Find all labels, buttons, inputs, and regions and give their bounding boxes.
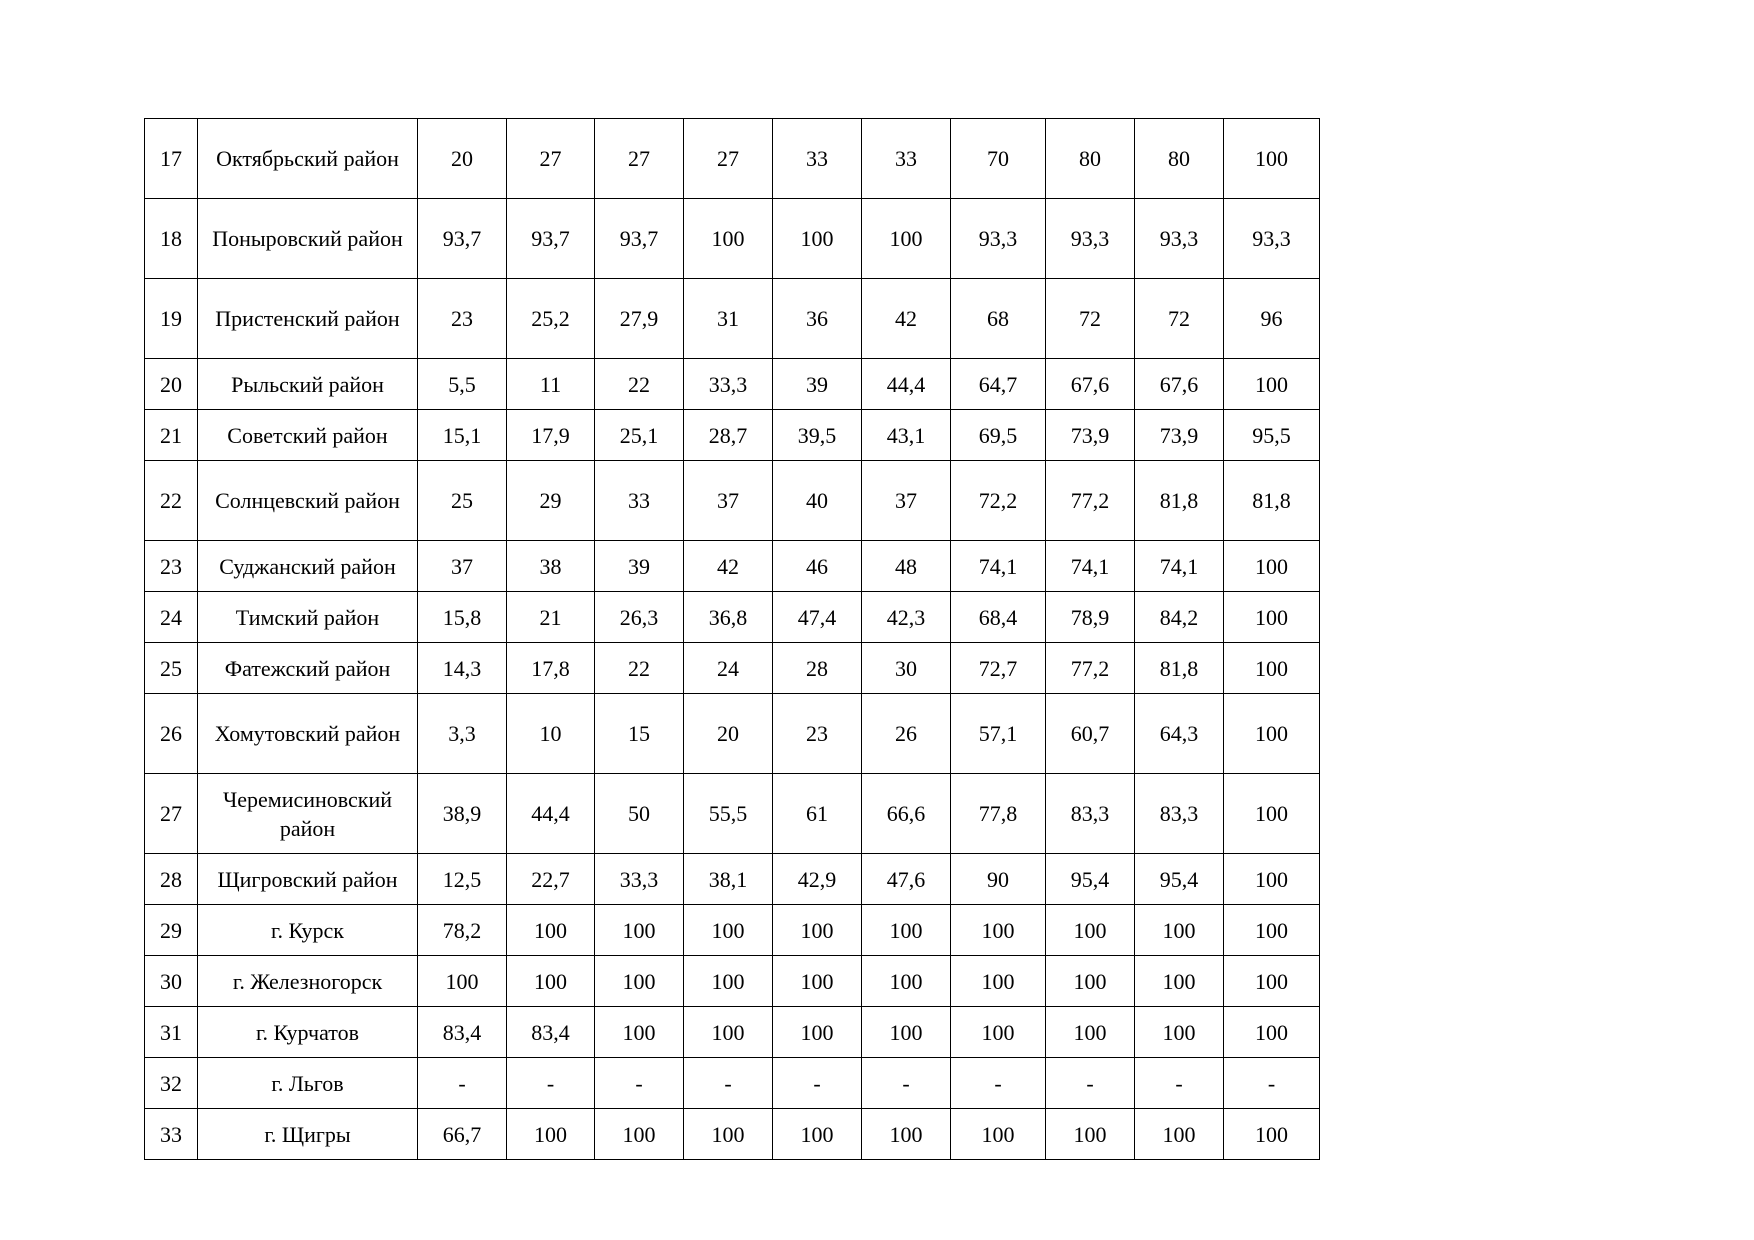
value-cell: 100 (1224, 359, 1320, 410)
value-cell: 100 (773, 1007, 862, 1058)
value-cell: 100 (595, 956, 684, 1007)
value-cell: 27 (507, 119, 595, 199)
value-cell: - (862, 1058, 951, 1109)
value-cell: - (1135, 1058, 1224, 1109)
value-cell: 74,1 (1135, 541, 1224, 592)
district-name-cell: Советский район (198, 410, 418, 461)
value-cell: 39 (595, 541, 684, 592)
value-cell: 73,9 (1135, 410, 1224, 461)
row-number-cell: 19 (145, 279, 198, 359)
value-cell: 100 (595, 1007, 684, 1058)
value-cell: 100 (951, 1109, 1046, 1160)
value-cell: 83,3 (1135, 774, 1224, 854)
value-cell: 27,9 (595, 279, 684, 359)
value-cell: 26 (862, 694, 951, 774)
row-number-cell: 25 (145, 643, 198, 694)
value-cell: 39 (773, 359, 862, 410)
table-row (145, 1109, 1320, 1160)
value-cell: 37 (418, 541, 507, 592)
value-cell: 42,9 (773, 854, 862, 905)
value-cell: 66,6 (862, 774, 951, 854)
value-cell: 100 (773, 905, 862, 956)
value-cell: 95,5 (1224, 410, 1320, 461)
value-cell: 22 (595, 643, 684, 694)
value-cell: 100 (773, 956, 862, 1007)
value-cell: 68 (951, 279, 1046, 359)
value-cell: 64,3 (1135, 694, 1224, 774)
table-row (145, 1007, 1320, 1058)
district-name-cell: Октябрьский район (198, 119, 418, 199)
value-cell: 78,9 (1046, 592, 1135, 643)
value-cell: 80 (1046, 119, 1135, 199)
value-cell: 100 (1135, 1007, 1224, 1058)
value-cell: 77,8 (951, 774, 1046, 854)
value-cell: 21 (507, 592, 595, 643)
district-name-cell: Пристенский район (198, 279, 418, 359)
value-cell: 100 (1224, 119, 1320, 199)
value-cell: 46 (773, 541, 862, 592)
value-cell: 33 (862, 119, 951, 199)
value-cell: 55,5 (684, 774, 773, 854)
value-cell: 100 (684, 199, 773, 279)
value-cell: 93,7 (507, 199, 595, 279)
value-cell: 100 (507, 1109, 595, 1160)
value-cell: 83,4 (418, 1007, 507, 1058)
value-cell: 100 (1224, 1007, 1320, 1058)
value-cell: 77,2 (1046, 461, 1135, 541)
table-row (145, 854, 1320, 905)
value-cell: 100 (1224, 694, 1320, 774)
table-body (145, 119, 1320, 1160)
value-cell: 73,9 (1046, 410, 1135, 461)
district-name-cell: г. Железногорск (198, 956, 418, 1007)
value-cell: 100 (684, 1007, 773, 1058)
value-cell: 100 (951, 905, 1046, 956)
value-cell: 68,4 (951, 592, 1046, 643)
value-cell: 14,3 (418, 643, 507, 694)
value-cell: 100 (684, 956, 773, 1007)
value-cell: 47,4 (773, 592, 862, 643)
value-cell: 36,8 (684, 592, 773, 643)
value-cell: 60,7 (1046, 694, 1135, 774)
value-cell: 50 (595, 774, 684, 854)
value-cell: - (684, 1058, 773, 1109)
district-name-cell: г. Курск (198, 905, 418, 956)
value-cell: 100 (1135, 956, 1224, 1007)
value-cell: 43,1 (862, 410, 951, 461)
row-number-cell: 33 (145, 1109, 198, 1160)
value-cell: 100 (862, 199, 951, 279)
district-name-cell: Суджанский район (198, 541, 418, 592)
value-cell: 12,5 (418, 854, 507, 905)
value-cell: 66,7 (418, 1109, 507, 1160)
value-cell: 3,3 (418, 694, 507, 774)
value-cell: 90 (951, 854, 1046, 905)
row-number-cell: 21 (145, 410, 198, 461)
row-number-cell: 29 (145, 905, 198, 956)
value-cell: - (595, 1058, 684, 1109)
table-row (145, 279, 1320, 359)
value-cell: 72,7 (951, 643, 1046, 694)
value-cell: 74,1 (1046, 541, 1135, 592)
value-cell: 33,3 (595, 854, 684, 905)
district-name-cell: г. Щигры (198, 1109, 418, 1160)
value-cell: 44,4 (862, 359, 951, 410)
table-row (145, 461, 1320, 541)
value-cell: 29 (507, 461, 595, 541)
value-cell: 33 (595, 461, 684, 541)
row-number-cell: 27 (145, 774, 198, 854)
value-cell: 33,3 (684, 359, 773, 410)
row-number-cell: 26 (145, 694, 198, 774)
value-cell: 100 (595, 1109, 684, 1160)
value-cell: 31 (684, 279, 773, 359)
value-cell: 100 (951, 1007, 1046, 1058)
value-cell: 95,4 (1135, 854, 1224, 905)
value-cell: 83,3 (1046, 774, 1135, 854)
district-name-cell: Рыльский район (198, 359, 418, 410)
row-number-cell: 30 (145, 956, 198, 1007)
value-cell: 93,7 (418, 199, 507, 279)
value-cell: 17,9 (507, 410, 595, 461)
value-cell: 11 (507, 359, 595, 410)
table-row (145, 1058, 1320, 1109)
table-row (145, 359, 1320, 410)
value-cell: - (773, 1058, 862, 1109)
table-row (145, 643, 1320, 694)
value-cell: 100 (1046, 905, 1135, 956)
row-number-cell: 31 (145, 1007, 198, 1058)
value-cell: 100 (773, 199, 862, 279)
value-cell: 78,2 (418, 905, 507, 956)
value-cell: 33 (773, 119, 862, 199)
row-number-cell: 18 (145, 199, 198, 279)
value-cell: 100 (1046, 1007, 1135, 1058)
value-cell: 5,5 (418, 359, 507, 410)
value-cell: 67,6 (1135, 359, 1224, 410)
value-cell: 28,7 (684, 410, 773, 461)
table-row (145, 956, 1320, 1007)
value-cell: 26,3 (595, 592, 684, 643)
value-cell: - (507, 1058, 595, 1109)
value-cell: 48 (862, 541, 951, 592)
table-row (145, 592, 1320, 643)
district-name-cell: Хомутовский район (198, 694, 418, 774)
value-cell: 27 (595, 119, 684, 199)
value-cell: 93,7 (595, 199, 684, 279)
value-cell: 20 (684, 694, 773, 774)
row-number-cell: 20 (145, 359, 198, 410)
value-cell: 42 (684, 541, 773, 592)
value-cell: 100 (773, 1109, 862, 1160)
value-cell: 25 (418, 461, 507, 541)
value-cell: 38,9 (418, 774, 507, 854)
row-number-cell: 23 (145, 541, 198, 592)
value-cell: 100 (1224, 956, 1320, 1007)
value-cell: 17,8 (507, 643, 595, 694)
value-cell: 93,3 (1224, 199, 1320, 279)
row-number-cell: 17 (145, 119, 198, 199)
value-cell: 67,6 (1046, 359, 1135, 410)
value-cell: 100 (1046, 956, 1135, 1007)
value-cell: 10 (507, 694, 595, 774)
value-cell: 47,6 (862, 854, 951, 905)
district-name-cell: г. Курчатов (198, 1007, 418, 1058)
value-cell: 38,1 (684, 854, 773, 905)
value-cell: - (1224, 1058, 1320, 1109)
table-row (145, 541, 1320, 592)
value-cell: 100 (862, 956, 951, 1007)
value-cell: 25,1 (595, 410, 684, 461)
value-cell: 74,1 (951, 541, 1046, 592)
value-cell: 23 (773, 694, 862, 774)
value-cell: 27 (684, 119, 773, 199)
value-cell: 100 (862, 905, 951, 956)
table-row (145, 905, 1320, 956)
table-row (145, 410, 1320, 461)
value-cell: 100 (684, 905, 773, 956)
value-cell: 72,2 (951, 461, 1046, 541)
value-cell: 93,3 (1046, 199, 1135, 279)
value-cell: 81,8 (1135, 461, 1224, 541)
value-cell: 30 (862, 643, 951, 694)
value-cell: 100 (1135, 905, 1224, 956)
value-cell: 100 (507, 956, 595, 1007)
table-row (145, 199, 1320, 279)
district-name-cell: Тимский район (198, 592, 418, 643)
district-name-cell: Солнцевский район (198, 461, 418, 541)
value-cell: 100 (507, 905, 595, 956)
value-cell: 81,8 (1224, 461, 1320, 541)
value-cell: 100 (684, 1109, 773, 1160)
row-number-cell: 32 (145, 1058, 198, 1109)
table-row (145, 694, 1320, 774)
value-cell: 100 (862, 1109, 951, 1160)
value-cell: 15,8 (418, 592, 507, 643)
value-cell: 100 (1224, 592, 1320, 643)
value-cell: 95,4 (1046, 854, 1135, 905)
district-name-cell: Поныровский район (198, 199, 418, 279)
value-cell: 40 (773, 461, 862, 541)
district-name-cell: г. Льгов (198, 1058, 418, 1109)
table-row (145, 119, 1320, 199)
value-cell: 100 (1135, 1109, 1224, 1160)
value-cell: 100 (1224, 774, 1320, 854)
value-cell: 100 (951, 956, 1046, 1007)
value-cell: 81,8 (1135, 643, 1224, 694)
value-cell: 100 (418, 956, 507, 1007)
value-cell: 100 (1224, 1109, 1320, 1160)
value-cell: 23 (418, 279, 507, 359)
district-data-table (144, 118, 1320, 1160)
district-name-cell: Щигровский район (198, 854, 418, 905)
value-cell: 25,2 (507, 279, 595, 359)
value-cell: 93,3 (1135, 199, 1224, 279)
value-cell: 69,5 (951, 410, 1046, 461)
value-cell: 42 (862, 279, 951, 359)
value-cell: 22 (595, 359, 684, 410)
value-cell: 96 (1224, 279, 1320, 359)
value-cell: 100 (1224, 643, 1320, 694)
value-cell: 72 (1135, 279, 1224, 359)
value-cell: 83,4 (507, 1007, 595, 1058)
value-cell: 77,2 (1046, 643, 1135, 694)
value-cell: 44,4 (507, 774, 595, 854)
value-cell: 100 (862, 1007, 951, 1058)
value-cell: 72 (1046, 279, 1135, 359)
value-cell: 37 (684, 461, 773, 541)
value-cell: 70 (951, 119, 1046, 199)
value-cell: - (951, 1058, 1046, 1109)
value-cell: 24 (684, 643, 773, 694)
value-cell: 100 (1224, 854, 1320, 905)
value-cell: 28 (773, 643, 862, 694)
value-cell: 64,7 (951, 359, 1046, 410)
value-cell: 57,1 (951, 694, 1046, 774)
value-cell: 93,3 (951, 199, 1046, 279)
value-cell: 15 (595, 694, 684, 774)
value-cell: 42,3 (862, 592, 951, 643)
value-cell: 20 (418, 119, 507, 199)
district-name-cell: Фатежский район (198, 643, 418, 694)
value-cell: 38 (507, 541, 595, 592)
district-name-cell: Черемисиновский район (198, 774, 418, 854)
value-cell: 37 (862, 461, 951, 541)
value-cell: - (418, 1058, 507, 1109)
table-row (145, 774, 1320, 854)
row-number-cell: 22 (145, 461, 198, 541)
value-cell: 22,7 (507, 854, 595, 905)
value-cell: 36 (773, 279, 862, 359)
value-cell: 100 (1046, 1109, 1135, 1160)
value-cell: 80 (1135, 119, 1224, 199)
value-cell: 100 (595, 905, 684, 956)
row-number-cell: 28 (145, 854, 198, 905)
value-cell: 84,2 (1135, 592, 1224, 643)
value-cell: 61 (773, 774, 862, 854)
value-cell: 39,5 (773, 410, 862, 461)
value-cell: - (1046, 1058, 1135, 1109)
value-cell: 100 (1224, 905, 1320, 956)
row-number-cell: 24 (145, 592, 198, 643)
value-cell: 15,1 (418, 410, 507, 461)
value-cell: 100 (1224, 541, 1320, 592)
